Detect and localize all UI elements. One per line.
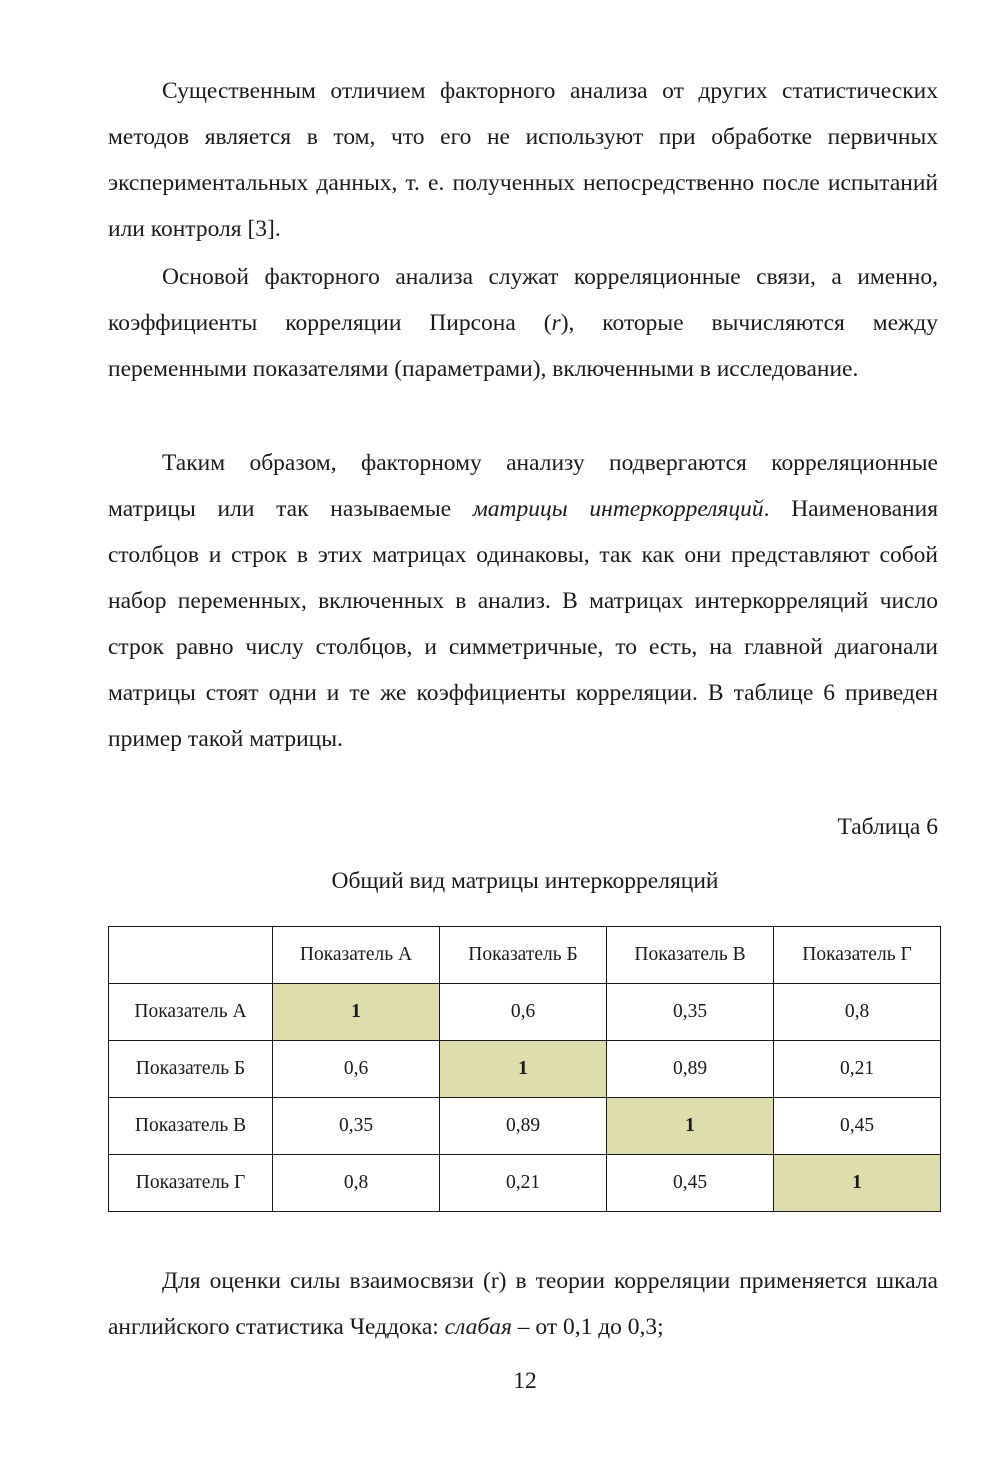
table-row (109, 1098, 941, 1155)
table-header-row (109, 927, 941, 984)
paragraph-text: Существенным отличием факторного анализа от других статистических методов является в том, что его не используют при обработке первичных экспериментальных данных, т. е. полученных непосредственно после испытаний или контроля [3]. (108, 78, 938, 242)
term-weak: слабая (444, 1314, 512, 1340)
paragraph-text: Для оценки силы взаимосвязи (r) в теории корреляции применяется шкала английского статистика Чеддока: (108, 1268, 938, 1340)
table-row (109, 1041, 941, 1098)
intercorrelation-matrix-table (108, 926, 941, 1212)
column-header: Показатель Б (440, 927, 607, 984)
column-header: Показатель А (273, 927, 440, 984)
paragraph-text: . Наименования столбцов и строк в этих матрицах одинаковы, так как они представляют собой набор переменных, включенных в анализ. В матрицах интеркорреляций число строк равно числу столбцов, и симметричные, то есть, на главной диагонали матрицы стоят одни и те же коэффициенты корреляции. В таблице 6 приведен пример такой матрицы. (108, 496, 938, 752)
table-row (109, 1155, 941, 1212)
diagonal-cell: 1 (273, 984, 440, 1041)
paragraph-text: Основой факторного анализа служат корреляционные связи, а именно, коэффициенты корреляции Пирсона ( (108, 264, 938, 336)
paragraph-text: ), которые вычисляются между переменными показателями (параметрами), включенными в исследование. (108, 310, 938, 382)
table-cell: 0,8 (774, 984, 941, 1041)
table-cell: 0,89 (607, 1041, 774, 1098)
paragraph-chaddock-scale (108, 1258, 938, 1350)
pearson-r-symbol: r (551, 310, 561, 336)
table-label: Таблица 6 (837, 814, 938, 840)
page-number: 12 (513, 1368, 537, 1394)
table-title: Общий вид матрицы интеркорреляций (331, 868, 719, 894)
table-corner-cell (109, 927, 273, 984)
table-cell: 0,45 (607, 1155, 774, 1212)
row-header: Показатель В (109, 1098, 273, 1155)
row-header: Показатель А (109, 984, 273, 1041)
table-row (109, 984, 941, 1041)
diagonal-cell: 1 (607, 1098, 774, 1155)
row-header: Показатель Г (109, 1155, 273, 1212)
paragraph-correlation-basis (108, 254, 938, 392)
table-cell: 0,21 (774, 1041, 941, 1098)
diagonal-cell: 1 (774, 1155, 941, 1212)
table-cell: 0,6 (440, 984, 607, 1041)
table-cell: 0,35 (273, 1098, 440, 1155)
paragraph-text: – от 0,1 до 0,3; (511, 1314, 664, 1340)
diagonal-cell: 1 (440, 1041, 607, 1098)
term-intercorrelation-matrices: матрицы интеркорреляций (472, 496, 764, 522)
table-cell: 0,6 (273, 1041, 440, 1098)
table-cell: 0,21 (440, 1155, 607, 1212)
table-cell: 0,35 (607, 984, 774, 1041)
table-cell: 0,45 (774, 1098, 941, 1155)
table-cell: 0,89 (440, 1098, 607, 1155)
column-header: Показатель Г (774, 927, 941, 984)
paragraph-text: Таким образом, факторному анализу подвергаются корреляционные матрицы или так называемые (108, 450, 938, 522)
paragraph-intercorrelation-matrices (108, 440, 938, 762)
table-cell: 0,8 (273, 1155, 440, 1212)
row-header: Показатель Б (109, 1041, 273, 1098)
paragraph-factor-analysis-difference (108, 68, 938, 252)
column-header: Показатель В (607, 927, 774, 984)
